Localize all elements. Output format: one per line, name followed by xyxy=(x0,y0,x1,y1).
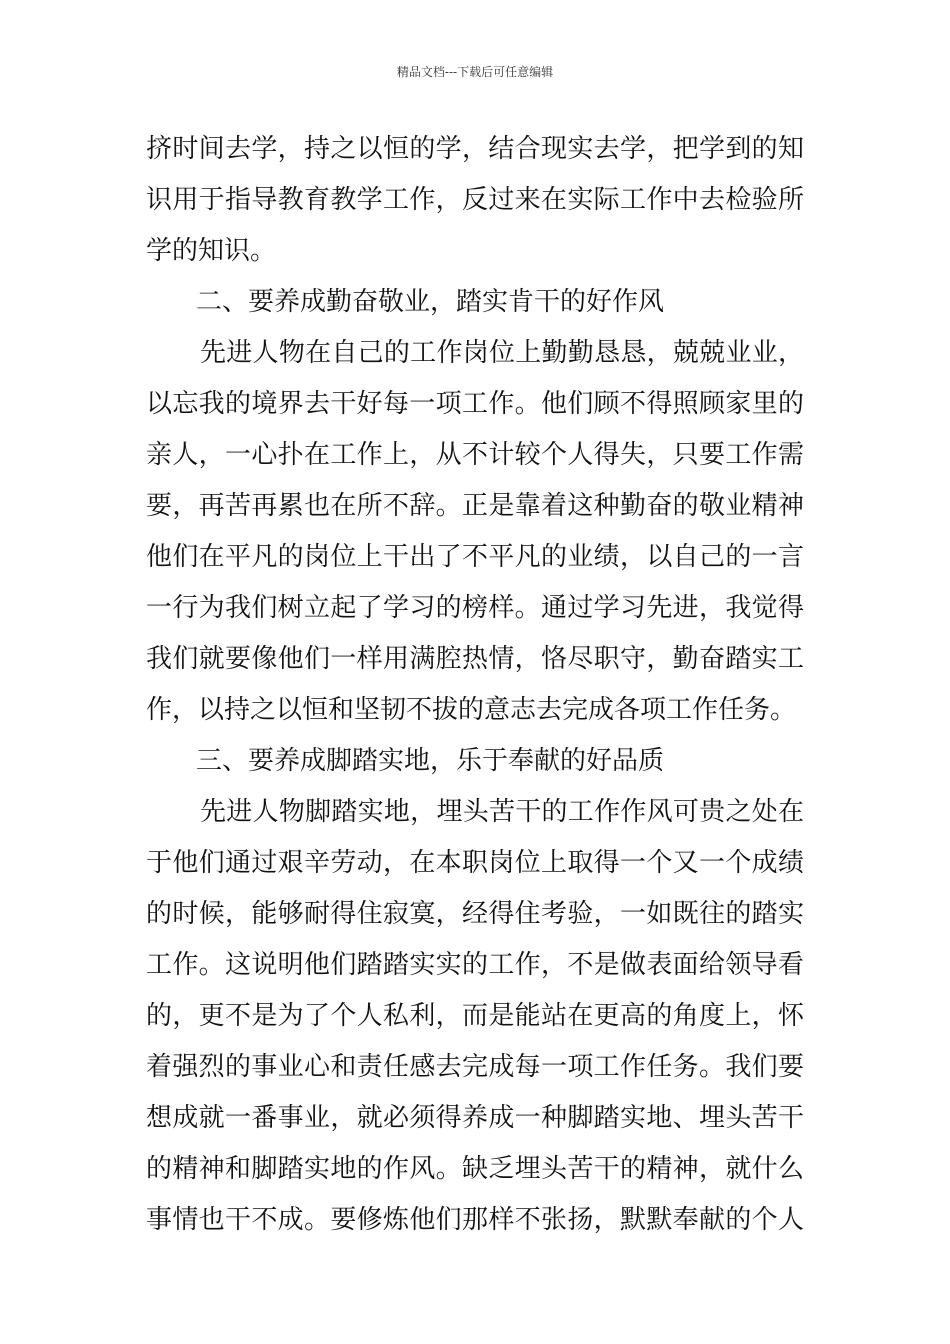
body-line: 挤时间去学，持之以恒的学，结合现实去学，把学到的知 xyxy=(146,134,804,164)
body-line: 的，更不是为了个人私利，而是能站在更高的角度上，怀 xyxy=(146,1001,804,1031)
body-line: 学的知识。 xyxy=(146,236,277,266)
body-line: 工作。这说明他们踏踏实实的工作，不是做表面给领导看 xyxy=(146,950,804,980)
body-line: 的时候，能够耐得住寂寞，经得住考验，一如既往的踏实 xyxy=(146,899,804,929)
body-line: 事情也干不成。要修炼他们那样不张扬，默默奉献的个人 xyxy=(146,1205,804,1235)
body-line: 着强烈的事业心和责任感去完成每一项工作任务。我们要 xyxy=(146,1052,804,1082)
body-line: 我们就要像他们一样用满腔热情，恪尽职守，勤奋踏实工 xyxy=(146,644,804,674)
body-line: 先进人物在自己的工作岗位上勤勤恳恳，兢兢业业， xyxy=(200,338,804,368)
body-line: 于他们通过艰辛劳动，在本职岗位上取得一个又一个成绩 xyxy=(146,848,804,878)
body-line: 的精神和脚踏实地的作风。缺乏埋头苦干的精神，就什么 xyxy=(146,1154,804,1184)
body-line: 他们在平凡的岗位上干出了不平凡的业绩，以自己的一言 xyxy=(146,542,804,572)
body-line: 一行为我们树立起了学习的榜样。通过学习先进，我觉得 xyxy=(146,593,804,623)
body-line: 先进人物脚踏实地，埋头苦干的工作作风可贵之处在 xyxy=(200,797,804,827)
section-heading: 三、要养成脚踏实地，乐于奉献的好品质 xyxy=(196,746,665,776)
body-line: 要，再苦再累也在所不辞。正是靠着这种勤奋的敬业精神 xyxy=(146,491,804,521)
page-header: 精品文档---下载后可任意编辑 xyxy=(396,65,554,79)
body-line: 作，以持之以恒和坚韧不拔的意志去完成各项工作任务。 xyxy=(146,695,797,725)
body-line: 想成就一番事业，就必须得养成一种脚踏实地、埋头苦干 xyxy=(146,1103,804,1133)
body-line: 亲人，一心扑在工作上，从不计较个人得失，只要工作需 xyxy=(146,440,804,470)
section-heading: 二、要养成勤奋敬业，踏实肯干的好作风 xyxy=(196,287,665,317)
body-line: 以忘我的境界去干好每一项工作。他们顾不得照顾家里的 xyxy=(146,389,804,419)
body-line: 识用于指导教育教学工作，反过来在实际工作中去检验所 xyxy=(146,185,804,215)
